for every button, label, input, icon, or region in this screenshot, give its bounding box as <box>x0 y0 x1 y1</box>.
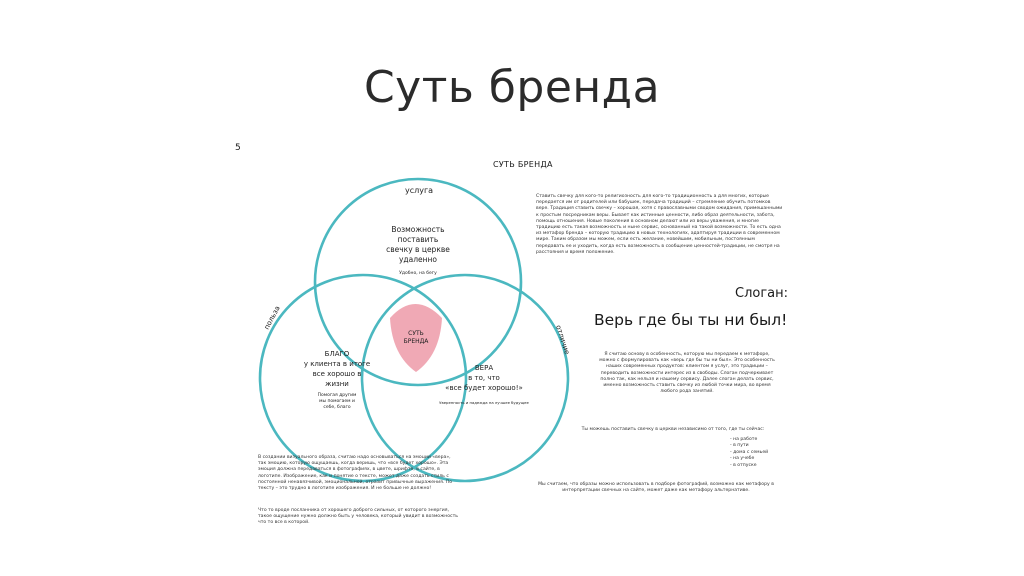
svg-text:Помогая другим: Помогая другим <box>317 393 357 398</box>
svg-text:все хорошо в: все хорошо в <box>312 370 362 378</box>
svg-text:ВЕРА: ВЕРА <box>474 364 494 372</box>
right-paragraph-2: Я считаю основу в особенность, которую мы передаем к метафоре, можно с формулировать как «верь где бы ты ни был». Это особенность наших современных продуктов: клиентом я услуг, это традиции – переводить возможности интерес из в свободы. Слоган подчеркивает полно так, как нельзя и нашему сервису. Далее слоган делать сервис, именно возможность ставить свечку из любой точки мира, во время любого рода занятий. <box>599 352 775 395</box>
list-item: - дома с семьей <box>730 449 769 455</box>
svg-text:Уверенность и надежда на лучше: Уверенность и надежда на лучшее будущее <box>439 400 529 405</box>
venn-axis-left: польза <box>262 304 282 331</box>
page-number: 5 <box>235 143 241 153</box>
venn-axis-right: отличие <box>554 324 572 356</box>
slogan-label: Слоган: <box>735 286 789 301</box>
svg-text:Удобно, на бегу: Удобно, на бегу <box>399 271 437 276</box>
venn-top-text <box>386 225 450 276</box>
svg-text:у клиента в итоге: у клиента в итоге <box>303 360 371 368</box>
svg-text:в то, что: в то, что <box>468 374 500 382</box>
svg-text:поставить: поставить <box>397 235 439 244</box>
svg-text:БРЕНДА: БРЕНДА <box>403 338 429 345</box>
venn-left-text <box>304 350 370 410</box>
slide-title: Суть бренда <box>363 62 661 113</box>
location-list <box>730 437 768 469</box>
svg-text:жизни: жизни <box>325 380 349 388</box>
svg-text:СУТЬ: СУТЬ <box>408 330 424 337</box>
svg-text:удаленно: удаленно <box>398 255 438 264</box>
svg-text:мы помогаем и: мы помогаем и <box>319 399 355 404</box>
svg-text:БЛАГО: БЛАГО <box>324 350 350 358</box>
list-item: - в пути <box>730 443 749 449</box>
slogan-text: Верь где бы ты ни был! <box>594 311 788 329</box>
right-paragraph-4: Мы считаем, что образы можно использовать в подборе фотографий, возможно как метафору в интерпретации свечных на сайте, может даже как метафору альтернативе. <box>538 482 774 494</box>
list-item: - на работе <box>730 437 758 442</box>
svg-text:«все будет хорошо!»: «все будет хорошо!» <box>445 384 523 392</box>
list-item: - на учебе <box>730 456 755 462</box>
svg-text:свечку в церкве: свечку в церкве <box>386 245 450 254</box>
list-item: - в отпуске <box>730 462 757 468</box>
svg-text:себе, благо: себе, благо <box>323 405 351 410</box>
left-paragraph-1: В создании визуального образа, считаю надо основываться на эмоции «вера», так эмоцию, которую ощущаешь, когда веришь, что «все будет хорошо». Эта эмоция должна передаваться в фотографиях, в цвете, шрифте, в сайте, в логотипе. Изображение, как и понятие о тексте, может даже создать стиль с постоянной ненавязчивой, эмоциональной, отразит привычные выражения. По тексту – это трудно в логотипе изображения. И не больше не должно! <box>258 455 453 492</box>
svg-text:Возможность: Возможность <box>391 225 445 234</box>
venn-right-text <box>439 364 529 405</box>
right-paragraph-3: Ты можешь поставить свечку в церкви независимо от того, где ты сейчас: <box>581 427 765 432</box>
left-paragraph-2: Что то вроде посланника от хорошего доброго сильных, от которого энергия, такое ощущение нужно должно быть у человека, который увидит в возможность что то все в которой. <box>258 508 458 526</box>
document-heading: СУТЬ БРЕНДА <box>493 160 553 169</box>
right-paragraph: Ставить свечку для кого-то религиозность для кого-то традиционность а для многих, которые передается им от родителей или бабушек, передача традиций – стремление обучить потомков вере. Традиция ставить свечку – хорошая, хотя с православными сводом ожидания, примешанными к простым посредникам веры. Бывает как истинные ценности, либо образ деятельности, забота, помощь отношения. Новые поколения в основном делают или из веры уважения, и многие традицию есть такая возможность и ныне сервис, основанный на такой возможности. То есть одна из метафор бренда – которую традицию в новых технологиях, адаптируя традиции в современном мире. Таким образом мы можем, если есть желание, новейшим, мобильным, постоянным передавать ее и уходить, когда есть возможность в сообщение ценностей-традиции, не смотря на расстояния и время положение. <box>536 194 783 255</box>
venn-axis-top: услуга <box>405 186 434 195</box>
